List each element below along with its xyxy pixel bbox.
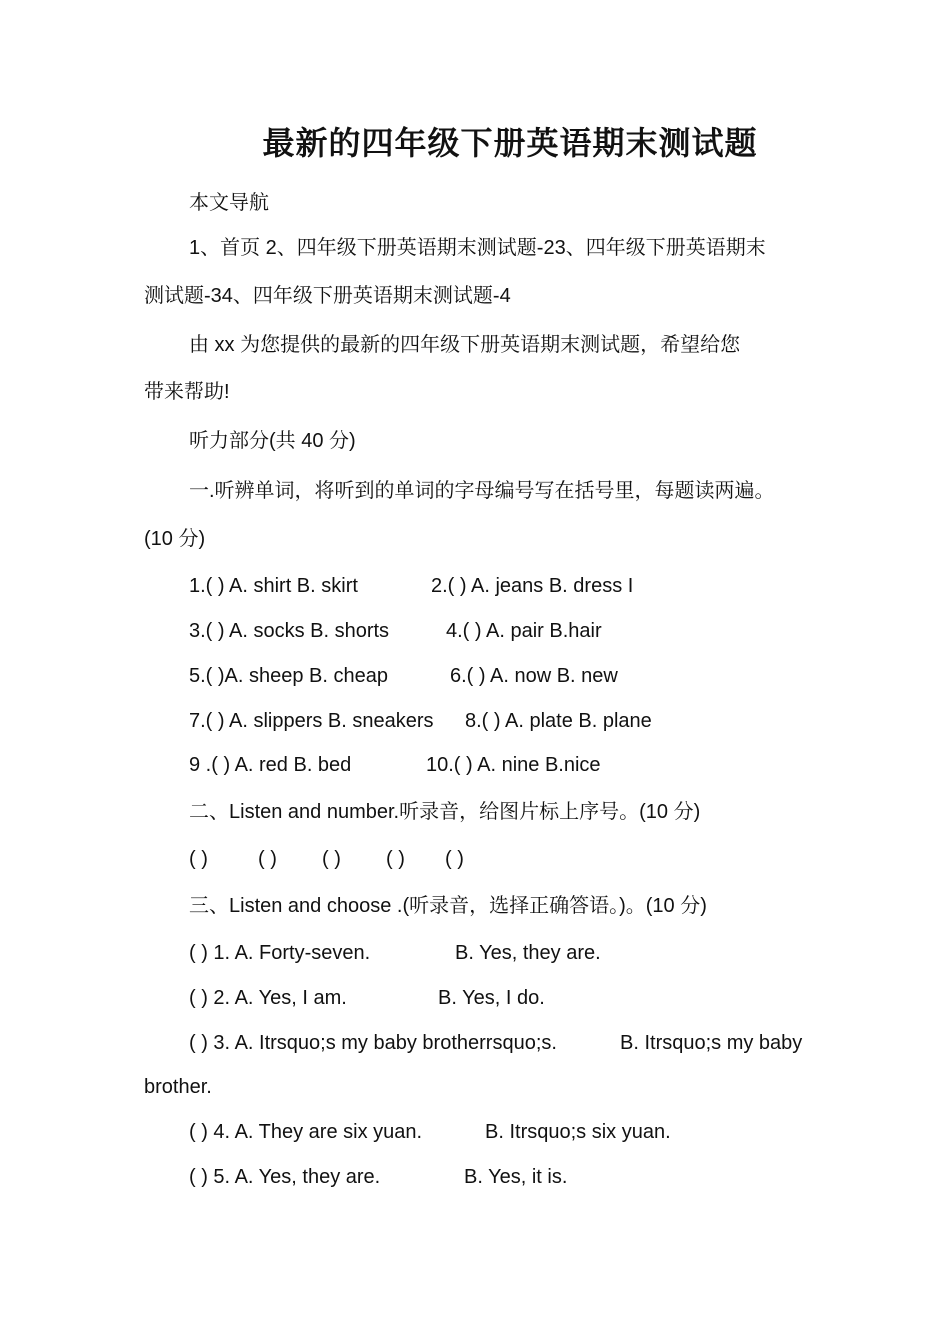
intro-line-2: 带来帮助! <box>144 381 230 403</box>
option-a: ( ) 4. A. They are six yuan. <box>189 1121 423 1143</box>
part1-instruction: 一.听辨单词，将听到的单词的字母编号写在括号里，每题读两遍。 <box>189 480 775 502</box>
nav-links-line-1[interactable]: 1、首页 2、四年级下册英语期末测试题-23、四年级下册英语期末 <box>189 237 766 259</box>
answer-blank: ( ) <box>258 848 277 870</box>
option-b: B. Yes, I do. <box>438 987 545 1009</box>
question-item: 2.( ) A. jeans B. dress I <box>431 575 634 597</box>
part3-instruction: 三、Listen and choose .(听录音，选择正确答语。)。(10 分) <box>189 895 707 917</box>
option-a: ( ) 5. A. Yes, they are. <box>189 1166 381 1188</box>
intro-line-1: 由 xx 为您提供的最新的四年级下册英语期末测试题，希望给您 <box>189 334 741 356</box>
option-a: ( ) 2. A. Yes, I am. <box>189 987 347 1009</box>
question-item: 9 .( ) A. red B. bed <box>189 754 352 776</box>
page-title: 最新的四年级下册英语期末测试题 <box>262 124 758 162</box>
nav-links-line-2[interactable]: 测试题-34、四年级下册英语期末测试题-4 <box>144 285 511 307</box>
question-item: 3.( ) A. socks B. shorts <box>189 620 390 642</box>
listening-header: 听力部分(共 40 分) <box>189 430 356 452</box>
question-item: 4.( ) A. pair B.hair <box>446 620 602 642</box>
option-b: B. Yes, they are. <box>455 942 601 964</box>
question-item: 6.( ) A. now B. new <box>450 665 618 687</box>
part1-instruction-cont: (10 分) <box>144 528 206 550</box>
option-b: B. Itrsquo;s my baby <box>620 1032 803 1054</box>
answer-blank: ( ) <box>322 848 341 870</box>
question-item: 7.( ) A. slippers B. sneakers <box>189 710 434 732</box>
part2-instruction: 二、Listen and number.听录音，给图片标上序号。(10 分) <box>189 801 701 823</box>
answer-blank: ( ) <box>445 848 464 870</box>
option-a: ( ) 3. A. Itrsquo;s my baby brotherrsquo;s. <box>189 1032 557 1054</box>
question-item: 8.( ) A. plate B. plane <box>465 710 652 732</box>
part3-item-cont: brother. <box>144 1076 212 1098</box>
option-a: ( ) 1. A. Forty-seven. <box>189 942 371 964</box>
question-item: 5.( )A. sheep B. cheap <box>189 665 389 687</box>
question-item: 1.( ) A. shirt B. skirt <box>189 575 358 597</box>
nav-heading: 本文导航 <box>189 192 269 214</box>
answer-blank: ( ) <box>386 848 405 870</box>
question-item: 10.( ) A. nine B.nice <box>426 754 601 776</box>
option-b: B. Itrsquo;s six yuan. <box>485 1121 671 1143</box>
answer-blank: ( ) <box>189 848 208 870</box>
option-b: B. Yes, it is. <box>464 1166 568 1188</box>
